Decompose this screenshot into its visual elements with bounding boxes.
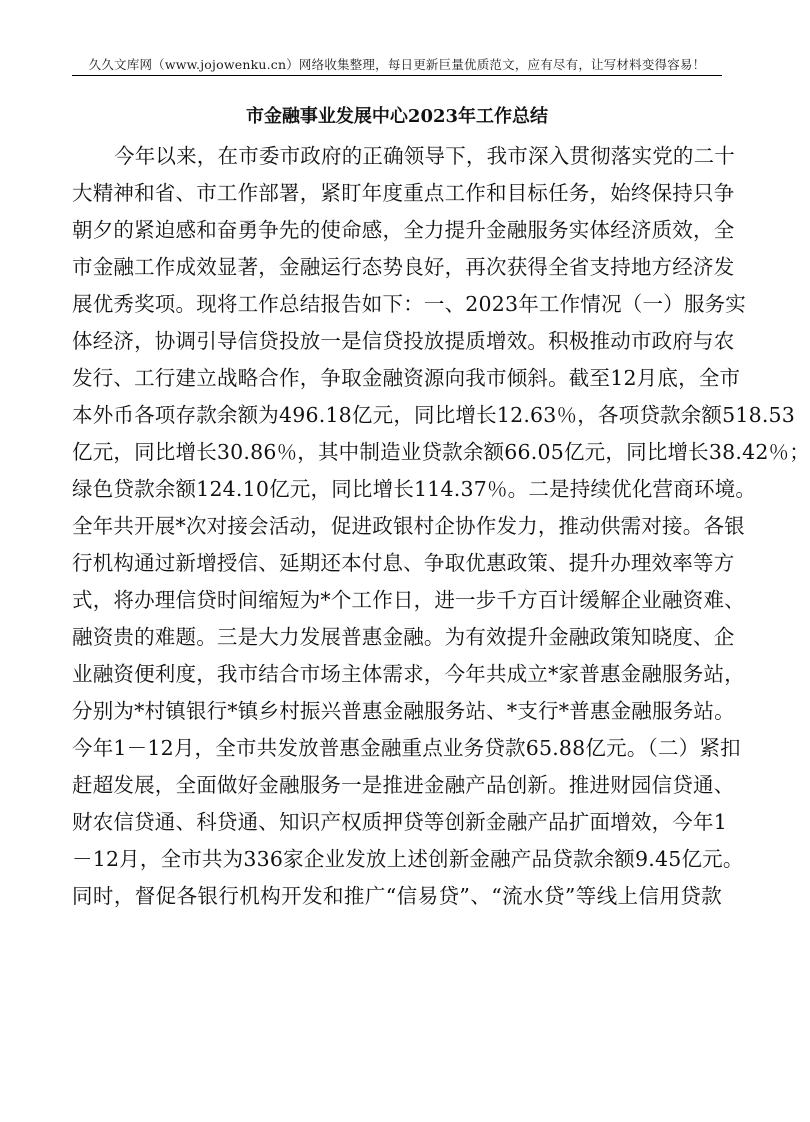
body-line: 亿元，同比增长30.86％，其中制造业贷款余额66.05亿元，同比增长38.42％； [72,440,810,464]
body-line: 朝夕的紧迫感和奋勇争先的使命感，全力提升金融服务实体经济质效，全 [72,218,735,242]
body-line: 行机构通过新增授信、延期还本付息、争取优惠政策、提升办理效率等方 [72,551,735,575]
body-line: 赶超发展，全面做好金融服务一是推进金融产品创新。推进财园信贷通、 [72,773,735,797]
body-line: 体经济，协调引导信贷投放一是信贷投放提质增效。积极推动市政府与农 [72,329,735,353]
body-line: 业融资便利度，我市结合市场主体需求，今年共成立*家普惠金融服务站， [72,662,745,686]
body-line: 财农信贷通、科贷通、知识产权质押贷等创新金融产品扩面增效，今年1 [72,810,727,834]
body-line: 式，将办理信贷时间缩短为*个工作日，进一步千方百计缓解企业融资难、 [72,588,745,612]
body-line: －12月，全市共为336家企业发放上述创新金融产品贷款余额9.45亿元。 [72,847,744,871]
body-line: 大精神和省、市工作部署，紧盯年度重点工作和目标任务，始终保持只争 [72,181,735,205]
body-line: 同时，督促各银行机构开发和推广“信易贷”、“流水贷”等线上信用贷款 [72,884,722,908]
body-line: 今年以来，在市委市政府的正确领导下，我市深入贯彻落实党的二十 [114,144,735,168]
body-line: 市金融工作成效显著，金融运行态势良好，再次获得全省支持地方经济发 [72,255,735,279]
header-divider [72,75,722,76]
body-line: 绿色贷款余额124.10亿元，同比增长114.37％。二是持续优化营商环境。 [72,477,757,501]
body-line: 全年共开展*次对接会活动，促进政银村企协作发力，推动供需对接。各银 [72,514,745,538]
document-body [72,138,810,1038]
body-line: 分别为*村镇银行*镇乡村振兴普惠金融服务站、*支行*普惠金融服务站。 [72,699,735,723]
body-line: 今年1－12月，全市共发放普惠金融重点业务贷款65.88亿元。（二）紧扣 [72,736,741,760]
page-header: 久久文库网（www.jojowenku.cn）网络收集整理，每日更新巨量优质范文，应有尽有，让写材料变得容易！ [88,57,706,72]
body-line: 展优秀奖项。现将工作总结报告如下：一、2023年工作情况（一）服务实 [72,292,746,316]
body-line: 发行、工行建立战略合作，争取金融资源向我市倾斜。截至12月底，全市 [72,366,741,390]
document-title: 市金融事业发展中心2023年工作总结 [245,106,549,127]
body-line: 本外币各项存款余额为496.18亿元，同比增长12.63％，各项贷款余额518.53 [72,403,796,427]
body-line: 融资贵的难题。三是大力发展普惠金融。为有效提升金融政策知晓度、企 [72,625,735,649]
